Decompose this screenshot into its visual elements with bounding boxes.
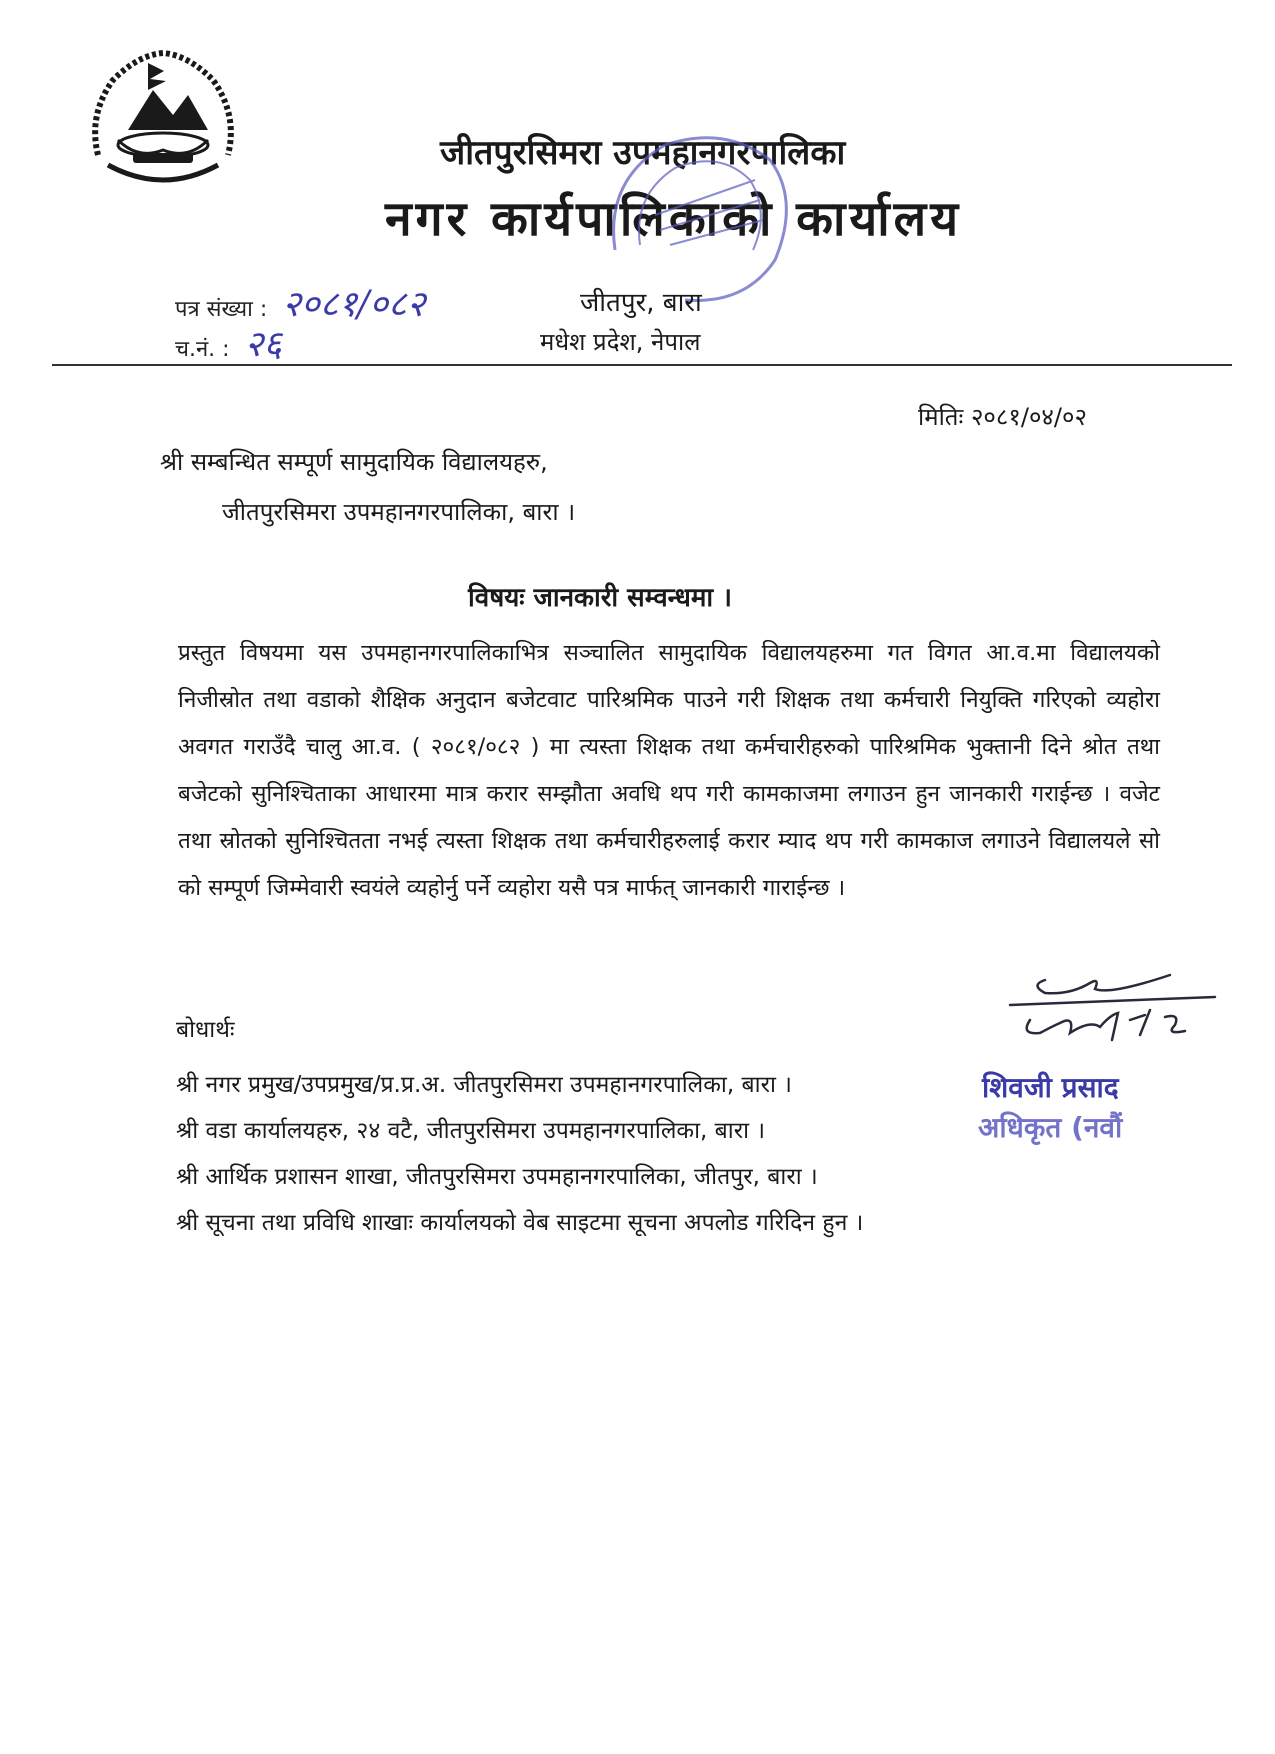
letter-date: मितिः २०८१/०४/०२ — [918, 403, 1087, 431]
cc-item: श्री आर्थिक प्रशासन शाखा, जीतपुरसिमरा उपमहानगरपालिका, जीतपुर, बारा । — [176, 1164, 818, 1190]
letter-subject: विषयः जानकारी सम्वन्धमा । — [468, 583, 733, 613]
dispatch-number-value: २६ — [244, 324, 283, 365]
letter-number-label: पत्र संख्या : — [175, 297, 268, 322]
signatory-title: अधिकृत (नवौं — [978, 1111, 1123, 1144]
header-divider — [52, 364, 1232, 366]
cc-list — [176, 1062, 863, 1246]
addressee-line-1: श्री सम्बन्धित सम्पूर्ण सामुदायिक विद्यालयहरु, — [160, 448, 548, 476]
dispatch-number-label: च.नं. : — [175, 337, 230, 362]
nepal-emblem-icon — [78, 45, 248, 195]
signatory-name: शिवजी प्रसाद — [982, 1071, 1119, 1104]
letter-body: प्रस्तुत विषयमा यस उपमहानगरपालिकाभित्र सञ्चालित सामुदायिक विद्यालयहरुमा गत विगत आ.व.मा विद्यालयको निजीस्रोत तथा वडाको शैक्षिक अनुदान बजेटवाट पारिश्रमिक पाउने गरी शिक्षक तथा कर्मचारी नियुक्ति गरिएको व्यहोरा अवगत गराउँदै चालु आ.व. ( २०८१/०८२ ) मा त्यस्ता शिक्षक तथा कर्मचारीहरुको पारिश्रमिक भुक्तानी दिने श्रोत तथा बजेटको सुनिश्चिताका आधारमा मात्र करार सम्झौता अवधि थप गरी कामकाजमा लगाउन हुन जानकारी गराईन्छ । वजेट तथा स्रोतको सुनिश्चितता नभई त्यस्ता शिक्षक तथा कर्मचारीहरुलाई करार म्याद थप गरी कामकाज लगाउने विद्यालयले सो को सम्पूर्ण जिम्मेवारी स्वयंले व्यहोर्नु पर्ने व्यहोरा यसै पत्र मार्फत् जानकारी गाराईन्छ । — [178, 640, 1160, 901]
letter-number-value: २०८१/०८२ — [282, 284, 426, 325]
handwritten-signature-icon — [1000, 965, 1230, 1065]
dispatch-number — [175, 318, 282, 367]
cc-item: श्री सूचना तथा प्रविधि शाखाः कार्यालयको वेब साइटमा सूचना अपलोड गरिदिन हुन । — [176, 1210, 864, 1236]
office-name: नगर कार्यपालिकाको कार्यालय — [385, 191, 963, 247]
address-line-2: मधेश प्रदेश, नेपाल — [540, 328, 701, 356]
organization-name: जीतपुरसिमरा उपमहानगरपालिका — [440, 133, 846, 173]
addressee-line-2: जीतपुरसिमरा उपमहानगरपालिका, बारा । — [222, 498, 576, 526]
address-line-1: जीतपुर, बारा — [580, 288, 702, 318]
cc-item: श्री वडा कार्यालयहरु, २४ वटै, जीतपुरसिमरा उपमहानगरपालिका, बारा । — [176, 1118, 766, 1144]
cc-item: श्री नगर प्रमुख/उपप्रमुख/प्र.प्र.अ. जीतपुरसिमरा उपमहानगरपालिका, बारा । — [176, 1072, 792, 1098]
cc-title: बोधार्थः — [176, 1017, 235, 1043]
